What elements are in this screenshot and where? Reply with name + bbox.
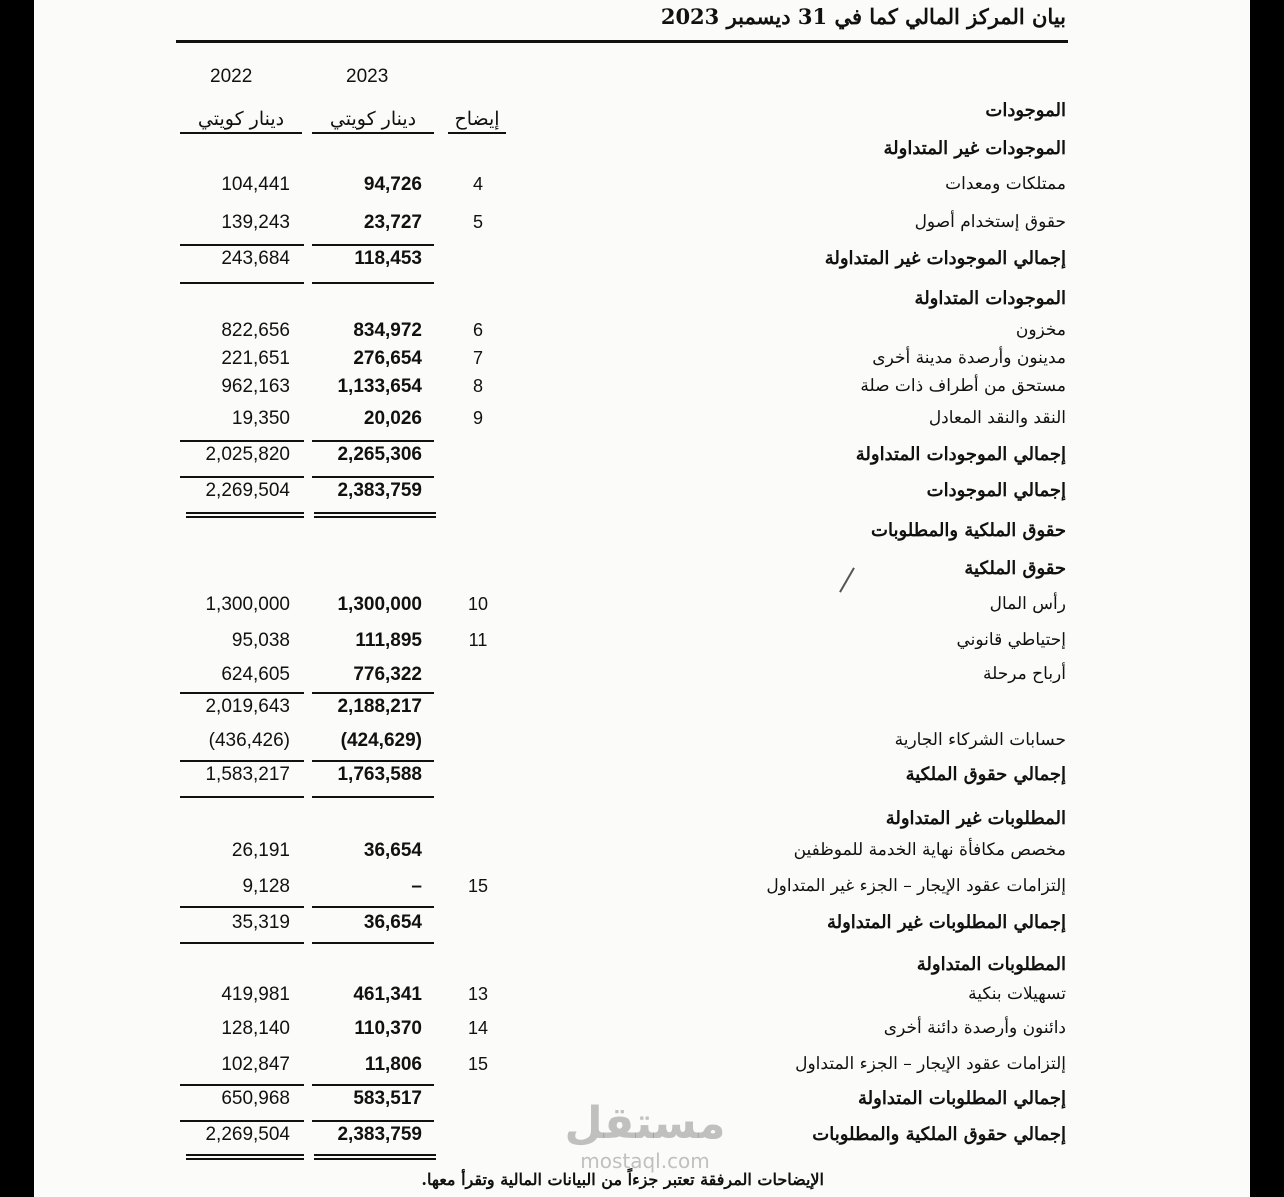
table-row	[0, 520, 1284, 550]
total-double-rule	[186, 1154, 304, 1160]
row-value-2022: 102,847	[221, 1054, 290, 1075]
row-value-2023: (424,629)	[340, 730, 422, 751]
row-value-2023: 834,972	[353, 320, 422, 341]
row-value-2022: 822,656	[221, 320, 290, 341]
row-value-2023: 1,300,000	[337, 594, 422, 615]
year-2022-header: 2022	[210, 66, 253, 87]
statement-title: بيان المركز المالي كما في 31 ديسمبر 2023	[660, 4, 1066, 29]
row-label: حقوق الملكية	[964, 558, 1066, 579]
row-value-2022: 419,981	[221, 984, 290, 1005]
row-note: 6	[472, 320, 483, 340]
row-value-2023: 1,133,654	[337, 376, 422, 397]
table-row	[0, 1054, 1284, 1084]
row-value-2023: –	[411, 876, 422, 897]
table-row	[0, 630, 1284, 660]
row-value-2023: 110,370	[354, 1018, 422, 1039]
row-value-2022: (436,426)	[208, 730, 290, 751]
subtotal-rule	[180, 1120, 304, 1122]
row-value-2022: 962,163	[221, 376, 290, 397]
row-label: حقوق إستخدام أصول	[914, 212, 1066, 232]
row-value-2022: 139,243	[221, 212, 290, 233]
table-row	[0, 376, 1284, 406]
row-label: إجمالي المطلوبات غير المتداولة	[826, 912, 1066, 933]
row-value-2023: 461,341	[353, 984, 422, 1005]
table-row	[0, 912, 1284, 942]
row-label: الموجودات	[985, 100, 1066, 121]
row-value-2023: 2,383,759	[337, 1124, 422, 1145]
row-value-2022: 2,269,504	[205, 480, 290, 501]
row-label: إحتياطي قانوني	[956, 630, 1066, 650]
row-label: إجمالي حقوق الملكية والمطلوبات	[812, 1124, 1066, 1145]
subtotal-rule	[180, 282, 304, 284]
subtotal-rule	[312, 692, 434, 694]
subtotal-rule	[312, 1084, 434, 1086]
table-row	[0, 444, 1284, 474]
table-row	[0, 480, 1284, 510]
subtotal-rule	[312, 1120, 434, 1122]
row-value-2022: 128,140	[221, 1018, 290, 1039]
row-note: 11	[468, 630, 488, 650]
subtotal-rule	[312, 282, 434, 284]
subtotal-rule	[312, 476, 434, 478]
table-row	[0, 248, 1284, 278]
subtotal-rule	[312, 906, 434, 908]
row-value-2023: 2,383,759	[337, 480, 422, 501]
row-note: 9	[472, 408, 483, 428]
table-row	[0, 808, 1284, 838]
row-label: الموجودات غير المتداولة	[883, 138, 1066, 159]
row-note: 13	[467, 984, 489, 1004]
row-value-2022: 26,191	[231, 840, 290, 861]
row-label: مستحق من أطراف ذات صلة	[860, 376, 1066, 396]
subtotal-rule	[180, 942, 304, 944]
subtotal-rule	[312, 244, 434, 246]
row-value-2022: 2,269,504	[205, 1124, 290, 1145]
total-double-rule	[314, 1154, 436, 1160]
row-value-2023: 2,188,217	[337, 696, 422, 717]
watermark-arabic: مستقل	[564, 1098, 726, 1149]
subtotal-rule	[312, 760, 434, 762]
row-value-2022: 243,684	[221, 248, 290, 269]
row-label: إجمالي الموجودات غير المتداولة	[824, 248, 1066, 269]
row-value-2022: 221,651	[221, 348, 290, 369]
table-row	[0, 1018, 1284, 1048]
table-row	[0, 876, 1284, 906]
row-note: 10	[467, 594, 489, 614]
currency-2022-header: دينار كويتي	[180, 108, 302, 134]
row-note: 7	[472, 348, 483, 368]
row-value-2022: 650,968	[221, 1088, 290, 1109]
row-label: المطلوبات غير المتداولة	[885, 808, 1066, 829]
table-row	[0, 984, 1284, 1014]
row-note: 15	[467, 1054, 489, 1074]
table-row	[0, 212, 1284, 242]
subtotal-rule	[312, 440, 434, 442]
row-value-2022: 1,583,217	[205, 764, 290, 785]
row-label: مخصص مكافأة نهاية الخدمة للموظفين	[793, 840, 1066, 860]
footer-note: الإيضاحات المرفقة تعتبر جزءاً من البيانات المالية وتقرأ معها.	[421, 1170, 824, 1189]
row-value-2022: 35,319	[231, 912, 290, 933]
subtotal-rule	[180, 1084, 304, 1086]
row-value-2023: 118,453	[354, 248, 422, 269]
row-value-2022: 624,605	[221, 664, 290, 685]
row-label: إجمالي الموجودات	[926, 480, 1066, 501]
row-label: إلتزامات عقود الإيجار – الجزء المتداول	[795, 1054, 1066, 1074]
row-label: رأس المال	[989, 594, 1066, 614]
row-label: دائنون وأرصدة دائنة أخرى	[883, 1018, 1066, 1038]
row-label: مدينون وأرصدة مدينة أخرى	[872, 348, 1066, 368]
subtotal-rule	[312, 796, 434, 798]
row-value-2022: 19,350	[231, 408, 290, 429]
row-value-2023: 20,026	[363, 408, 422, 429]
table-row	[0, 100, 1284, 130]
row-label: النقد والنقد المعادل	[928, 408, 1066, 428]
table-row	[0, 174, 1284, 204]
row-label: حقوق الملكية والمطلوبات	[871, 520, 1066, 541]
row-value-2022: 1,300,000	[205, 594, 290, 615]
table-row	[0, 408, 1284, 438]
row-value-2023: 94,726	[363, 174, 422, 195]
row-value-2023: 111,895	[355, 630, 422, 651]
table-row	[0, 348, 1284, 378]
watermark	[560, 1098, 730, 1172]
table-row	[0, 594, 1284, 624]
row-value-2023: 11,806	[364, 1054, 422, 1075]
row-label: تسهيلات بنكية	[968, 984, 1066, 1004]
subtotal-rule	[180, 692, 304, 694]
note-column-header: إيضاح	[448, 108, 506, 134]
table-row	[0, 138, 1284, 168]
total-double-rule	[314, 512, 436, 518]
row-value-2022: 9,128	[242, 876, 290, 897]
subtotal-rule	[180, 244, 304, 246]
row-note: 14	[467, 1018, 489, 1038]
subtotal-rule	[180, 906, 304, 908]
row-value-2023: 2,265,306	[337, 444, 422, 465]
currency-2023-header: دينار كويتي	[312, 108, 434, 134]
row-value-2023: 1,763,588	[337, 764, 422, 785]
row-label: حسابات الشركاء الجارية	[894, 730, 1066, 750]
table-row	[0, 558, 1284, 588]
row-label: إجمالي الموجودات المتداولة	[855, 444, 1066, 465]
row-note: 5	[472, 212, 483, 232]
row-value-2022: 104,441	[221, 174, 290, 195]
total-double-rule	[186, 512, 304, 518]
title-rule	[176, 40, 1068, 43]
row-value-2023: 583,517	[353, 1088, 422, 1109]
row-note: 15	[467, 876, 489, 896]
row-value-2023: 23,727	[363, 212, 422, 233]
row-label: إجمالي حقوق الملكية	[905, 764, 1066, 785]
table-row	[0, 664, 1284, 694]
subtotal-rule	[180, 440, 304, 442]
table-row	[0, 320, 1284, 350]
row-value-2023: 276,654	[353, 348, 422, 369]
row-label: ممتلكات ومعدات	[945, 174, 1066, 194]
subtotal-rule	[312, 942, 434, 944]
row-label: إجمالي المطلوبات المتداولة	[858, 1088, 1066, 1109]
subtotal-rule	[180, 796, 304, 798]
row-label: مخزون	[1015, 320, 1066, 340]
row-label: الموجودات المتداولة	[914, 288, 1066, 309]
row-note: 4	[472, 174, 483, 194]
row-label: إلتزامات عقود الإيجار – الجزء غير المتداول	[766, 876, 1066, 896]
table-row	[0, 696, 1284, 726]
table-row	[0, 764, 1284, 794]
row-value-2023: 36,654	[363, 840, 422, 861]
watermark-latin: mostaql.com	[580, 1149, 710, 1173]
row-value-2023: 776,322	[353, 664, 422, 685]
row-value-2023: 36,654	[363, 912, 422, 933]
subtotal-rule	[180, 760, 304, 762]
row-value-2022: 2,025,820	[205, 444, 290, 465]
table-row	[0, 730, 1284, 760]
row-note: 8	[472, 376, 483, 396]
row-label: المطلوبات المتداولة	[916, 954, 1066, 975]
row-value-2022: 95,038	[231, 630, 290, 651]
table-row	[0, 954, 1284, 984]
row-label: أرباح مرحلة	[983, 664, 1066, 684]
year-2023-header: 2023	[346, 66, 389, 87]
table-row	[0, 840, 1284, 870]
subtotal-rule	[180, 476, 304, 478]
row-value-2022: 2,019,643	[205, 696, 290, 717]
table-row	[0, 288, 1284, 318]
